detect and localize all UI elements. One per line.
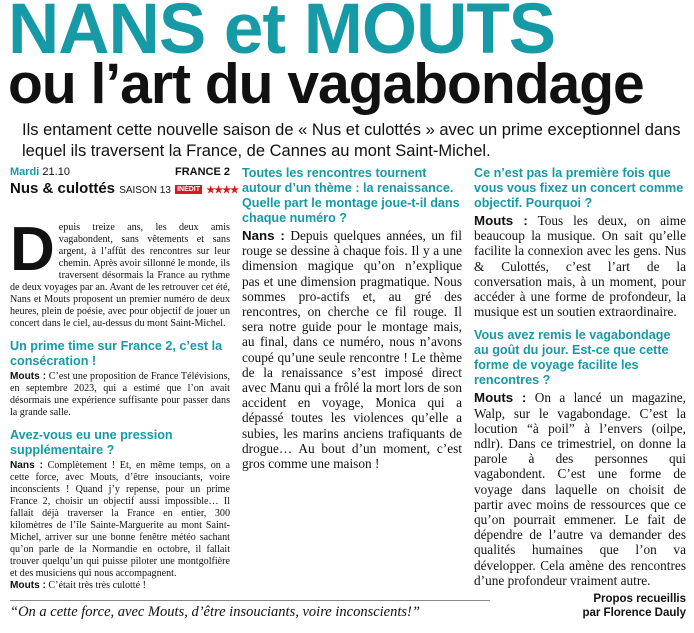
headline-line2: ou l’art du vagabondage [8,52,644,116]
drop-cap: D [10,215,55,284]
answer-4 [474,213,686,319]
speaker-3: Nans : [242,228,285,243]
question-4: Ce n’est pas la première fois que vous vous fixez un concert comme objectif. Pourquoi ? [474,166,684,210]
program-show: Nus & culottés [10,180,116,197]
speaker-5: Mouts : [474,390,527,406]
program-date: 21.10 [42,166,70,178]
intro-paragraph [10,215,230,330]
answer-5 [474,390,686,588]
program-channel: FRANCE 2 [174,166,230,178]
lead-paragraph: Ils entament cette nouvelle saison de « Nus et culottés » avec un prime exceptionnel dans lequel ils traversent la France, de Cannes au mont Saint-Michel. [22,121,681,160]
program-day: Mardi [10,166,40,178]
question-2: Avez-vous eu une pression supplémentaire ? [10,428,173,457]
program-info [10,166,230,179]
column-1 [10,166,239,592]
answer-2 [10,460,230,592]
speaker-1: Mouts : [10,371,47,382]
program-season: SAISON 13 [119,185,171,196]
inedit-badge: INÉDIT [177,186,201,193]
answer-2b-text: C’était très très culotté ! [48,580,146,591]
column-3 [474,166,686,620]
column-2 [242,166,462,471]
answer-2-text: Complètement ! Et, en même temps, on a cette force, avec Mouts, d’être insouciants, voire inconscients ! Quand j’y repense, pour un prime France 2, choisir un objectif aussi impossible… Il fallait déjà traverser la France en entier, 300 kilomètres de l’île Sainte-Marguerite au mont Saint-Michel, arriver sur une bonne fenêtre météo sachant qu’on parle de la Normandie en octobre, il fallait trouver quelqu’un qui puisse piloter une montgolfière et des musiciens qui nous accompagnent. [10,460,230,579]
speaker-2: Nans : [10,460,43,471]
answer-1 [10,371,230,419]
answer-5-text: On a lancé un magazine, Walp, sur le vagabondage. C’est la locution “à poil” à l’envers (oilpe, ndlr). Dans ce trimestriel, on donne la parole à des personnes qui vagabondent. C’est une forme de voyage dans laquelle on choisit de partir avec moins de ressources que ce qu’on pourrait emmener. Le fait de dépendre de l’autre va demander des qualités humaines que l’on va développer. Cela amène des rencontres d’une profondeur vraiment autre. [474,390,686,588]
speaker-4: Mouts : [474,213,528,228]
answer-3-text: Depuis quelques années, un fil rouge se dessine à chaque fois. Il y a une dimension magique qu’on n’explique pas et une dimension pragmatique. Nous sommes pro-actifs et, au gré des rencontres, on cherche ce fil rouge. Il sera notre guide pour le montage mais, au final, dans ce numéro, nous n’avons coupé qu’une seule rencontre ! Le thème de la renaissance s’est imposé direct avec Manu qui a frôlé la mort lors de son accident en voyage, Monica qui a dépassé toutes les violences qu’elle a subies, les marins anciens trafiquants de drogue… Au bout d’un moment, c’est gros comme une maison ! [242,228,463,472]
question-3: Toutes les rencontres tournent autour d’un thème : la renaissance. Quelle part le montage joue-t-il dans chaque numéro ? [242,166,460,225]
answer-4-text: Tous les deux, on aime beaucoup la musique. On sait qu’elle facilite la connexion avec les gens. Nus & Culottés, c’est l’art de la conversation mais, à un moment, pour accéder à une forme de profondeur, la musique est un soutien extraordinaire. [474,213,686,320]
answer-3 [242,228,462,471]
question-5: Vous avez remis le vagabondage au goût du jour. Est-ce que cette forme de voyage facilite les rencontres ? [474,328,671,388]
intro-text: epuis treize ans, les deux amis vagabondent, sans vêtements et sans argent, à l’affût des rencontres sur leur chemin. Après avoir sillonné le monde, ils traversent désormais la France au rythme de deux voyages par an. Avant de les retrouver cet été, Nans et Mouts proposent un premier numéro de deux heures, plein de poésie, avec pour objectif de jouer un concert dans le ciel, au-dessus du mont Saint-Michel. [10,222,230,329]
byline-line2: par Florence Dauly [582,607,686,620]
program-title-row [10,180,239,200]
question-1: Un prime time sur France 2, c’est la consécration ! [10,339,223,368]
byline-line1: Propos recueillis [593,593,686,606]
pull-quote: “On a cette force, avec Mouts, d’être insouciants, voire inconscients!” [10,600,490,621]
star-rating: ★★★★ [206,185,239,196]
byline [474,592,686,620]
speaker-2b: Mouts : [10,580,46,591]
headline-line1: NANS et MOUTS [8,0,556,69]
answer-1-text: C’est une proposition de France Télévisions, en septembre 2023, qui a estimé que l’on avait désormais une expérience suffisante pour passer dans la grande salle. [10,371,230,418]
